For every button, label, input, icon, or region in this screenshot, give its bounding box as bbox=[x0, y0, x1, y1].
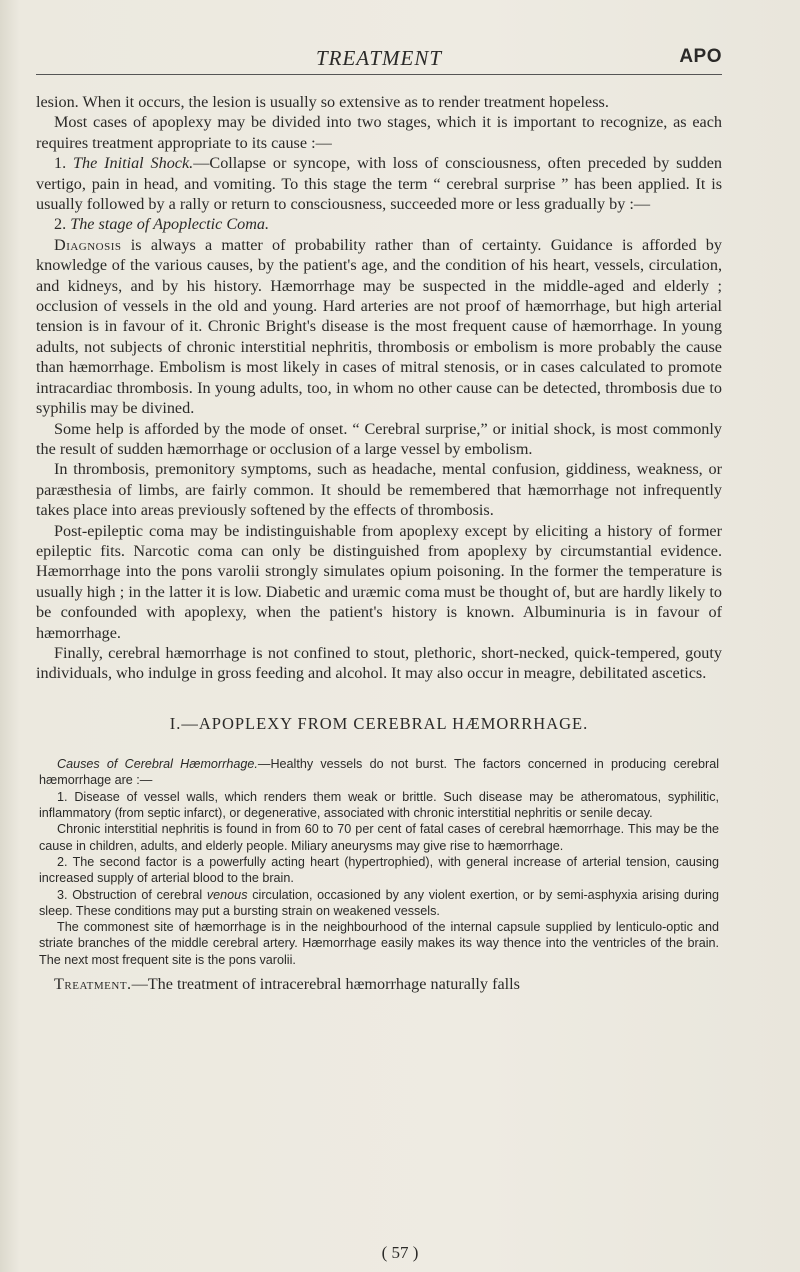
small-paragraph-nephritis: Chronic interstitial nephritis is found in from 60 to 70 per cent of fatal cases of cerebral hæmorrhage. This may be the cause in children, adults, and elderly people. Miliary aneurysms may give rise to hæmorrhage. bbox=[39, 822, 719, 853]
emphasis: venous bbox=[206, 887, 248, 902]
paragraph-post-epileptic: Post-epileptic coma may be indistinguishable from apoplexy except by eliciting a history of former epileptic fits. Narcotic coma can only be distinguished from apoplexy by circumstantial evidence. Hæmorrhage into the pons varolii strongly simulates opium poisoning. In the former the temperature is usually high ; in the latter it is low. Diabetic and uræmic coma must be thought of, but are hardly likely to be confounded with apoplexy, when the patient's history is known. Albuminuria is in favour of hæmorrhage. bbox=[36, 521, 722, 642]
paragraph-lesion: lesion. When it occurs, the lesion is usually so extensive as to render treatment hopeless. bbox=[36, 93, 609, 111]
small-paragraph-vessel-walls: 1. Disease of vessel walls, which renders them weak or brittle. Such disease may be atheromatous, syphilitic, inflammatory (from septic infarct), or degenerative, associated with chronic interstitial nephritis or senile decay. bbox=[39, 789, 719, 821]
running-header bbox=[36, 46, 722, 74]
section-heading: I.—APOPLEXY FROM CEREBRAL HÆMORRHAGE. bbox=[169, 713, 589, 733]
item-number: 1. bbox=[54, 154, 67, 173]
small-paragraph-obstruction bbox=[39, 887, 719, 920]
small-paragraph-heart: 2. The second factor is a powerfully acting heart (hypertrophied), with general increase of arterial tension, causing increased supply of arterial blood to the brain. bbox=[39, 854, 719, 886]
body-text bbox=[36, 92, 722, 994]
paragraph-coma-stage bbox=[36, 214, 722, 234]
paragraph-finally: Finally, cerebral hæmorrhage is not confined to stout, plethoric, short-necked, quick-tempered, gouty individuals, who indulge in gross feeding and alcohol. It may also occur in meagre, debilitated ascetics. bbox=[36, 643, 722, 683]
page-number: ( 57 ) bbox=[381, 1243, 419, 1262]
paragraph-thrombosis: In thrombosis, premonitory symptoms, such as headache, mental confusion, giddiness, weakness, or paræsthesia of limbs, are fairly common. It should be remembered that hæmorrhage not infrequently takes place into areas previously softened by the effects of thrombosis. bbox=[36, 460, 722, 520]
paragraph-text: is always a matter of probability rather than of certainty. Guidance is afforded by knowledge of the various causes, by the patient's age, and the condition of his heart, vessels, circulation, and kidneys, and by his history. Hæmorrhage may be suspected in the middle-aged and elderly ; occlusion of vessels in the old and young. Hard arteries are not proof of hæmorrhage, but high arterial tension is in favour of it. Chronic Bright's disease is the most frequent cause of hæmorrhage. In young adults, not subjects of chronic interstitial nephritis, thrombosis or embolism is more probably the cause than hæmorrhage. Embolism is most likely in cases of mitral stenosis, or in cases calculated to promote intracardiac thrombosis. In young adults, too, in whom no other cause can be detected, thrombosis due to syphilis may be divined. bbox=[36, 235, 722, 418]
paragraph-onset: Some help is afforded by the mode of onset. “ Cerebral surprise,” or initial shock, is most commonly the result of sudden hæmorrhage or occlusion of a large vessel by embolism. bbox=[36, 419, 722, 458]
run-in-heading: Diagnosis bbox=[54, 235, 122, 254]
paragraph-text: —The treatment of intracerebral hæmorrhage naturally falls bbox=[131, 975, 520, 994]
item-text: —Collapse or syncope, with loss of consciousness, often preceded by sudden vertigo, pain in head, and vomiting. To this stage the term “ cerebral surprise ” has been applied. It is usually followed by a rally or return to consciousness, succeeded more or less gradually by :— bbox=[36, 154, 722, 214]
item-title: The stage of Apoplectic Coma. bbox=[70, 215, 270, 234]
paragraph-treatment bbox=[36, 974, 722, 994]
header-keyword: APO bbox=[679, 46, 722, 67]
header-rule bbox=[36, 74, 722, 75]
header-title: TREATMENT bbox=[315, 46, 443, 70]
run-in-heading: Causes of Cerebral Hæmorrhage. bbox=[57, 757, 258, 772]
small-paragraph-causes bbox=[39, 756, 719, 789]
run-in-heading: Treatment. bbox=[54, 975, 132, 994]
paragraph-text: circulation, occasioned by any violent exertion, or by semi-asphyxia arising during sleep. These conditions may put a bursting strain on weakened vessels. bbox=[39, 887, 719, 918]
paragraph-stages: Most cases of apoplexy may be divided into two stages, which it is important to recognize, as each requires treatment appropriate to its cause :— bbox=[36, 113, 722, 152]
small-print-block bbox=[39, 756, 719, 968]
small-paragraph-site: The commonest site of hæmorrhage is in the neighbourhood of the internal capsule supplied by lenticulo-optic and striate branches of the middle cerebral artery. Hæmorrhage easily makes its way thence into the ventricles of the brain. The next most frequent site is the pons varolii. bbox=[39, 920, 719, 967]
paragraph-initial-shock bbox=[36, 153, 722, 214]
paragraph-text: 3. Obstruction of cerebral bbox=[57, 887, 207, 902]
paragraph-diagnosis bbox=[36, 235, 722, 419]
item-title: The Initial Shock. bbox=[72, 154, 194, 173]
paragraph-text: —Healthy vessels do not burst. The factors concerned in producing cerebral hæmorrhage are :— bbox=[39, 757, 720, 788]
item-number: 2. bbox=[54, 215, 67, 234]
